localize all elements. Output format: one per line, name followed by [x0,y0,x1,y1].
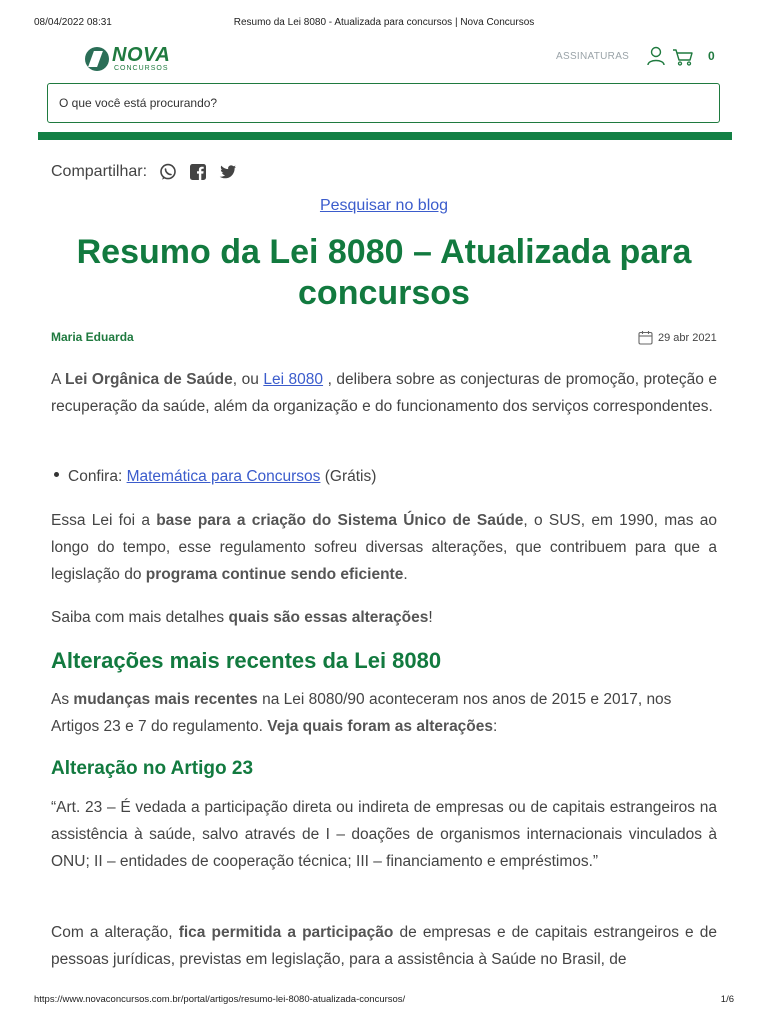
author-link[interactable]: Maria Eduarda [51,330,134,344]
logo-sub: CONCURSOS [114,65,169,72]
paragraph-mudancas: As mudanças mais recentes na Lei 8080/90 aconteceram nos anos de 2015 e 2017, nos Artigos 23 e 7 do regulamento. Veja quais foram as alterações: [51,691,672,735]
share-bar [51,163,237,181]
subsection-heading: Alteração no Artigo 23 [51,758,254,779]
bold-text: quais são essas alterações [228,609,429,626]
whatsapp-icon[interactable] [159,163,177,181]
assinaturas-link[interactable]: ASSINATURAS [556,51,630,62]
article-title: Resumo da Lei 8080 – Atualizada para concursos [76,233,692,312]
cart-count[interactable]: 0 [708,49,715,63]
facebook-icon[interactable] [189,163,207,181]
logo-name: NOVA [112,44,171,66]
nova-concursos-logo[interactable] [85,45,170,72]
user-icon[interactable] [646,46,666,66]
search-input[interactable] [47,83,720,123]
intro-paragraph: A Lei Orgânica de Saúde, ou Lei 8080 , delibera sobre as conjecturas de promoção, proteção e recuperação da saúde, além da organização e do funcionamento dos serviços correspondentes. [51,371,717,415]
list-item: Confira: Matemática para Concursos (Grátis) [54,463,376,490]
bold-text: mudanças mais recentes [73,691,258,708]
page-number: 1/6 [720,994,734,1005]
green-divider [38,132,732,140]
publish-date [638,330,717,345]
share-label: Compartilhar: [51,163,148,180]
print-footer [34,994,734,1005]
matematica-link[interactable]: Matemática para Concursos [126,468,321,485]
paragraph-alteracao: Com a alteração, fica permitida a participação de empresas e de capitais estrangeiros e de pessoas jurídicas, previstas em legislação, para a assistência à Saúde no Brasil, de [51,924,717,968]
print-title: Resumo da Lei 8080 - Atualizada para concursos | Nova Concursos [233,17,535,28]
section-heading: Alterações mais recentes da Lei 8080 [51,648,442,673]
blog-search-link[interactable]: Pesquisar no blog [319,197,449,214]
logo-mark-icon [85,47,109,71]
paragraph-saiba: Saiba com mais detalhes quais são essas alterações! [51,609,433,626]
calendar-icon [638,330,653,345]
print-datetime: 08/04/2022 08:31 [34,17,112,28]
lei-8080-link[interactable]: Lei 8080 [263,371,324,388]
twitter-icon[interactable] [219,163,237,181]
bold-text: programa continue sendo eficiente [145,566,404,583]
bold-text: fica permitida a participação [178,924,394,941]
bold-text: Lei Orgânica de Saúde [65,371,233,388]
print-url: https://www.novaconcursos.com.br/portal/artigos/resumo-lei-8080-atualizada-concursos/ [34,994,406,1005]
quote-paragraph: “Art. 23 – É vedada a participação direta ou indireta de empresas ou de capitais estrangeiros na assistência à saúde, salvo através de I – doações de organismos internacionais vinculados à ONU; II – entidades de cooperação técnica; III – financiamento e empréstimos.” [51,799,717,870]
bold-text: Veja quais foram as alterações [267,718,494,735]
paragraph-sus: Essa Lei foi a base para a criação do Sistema Único de Saúde, o SUS, em 1990, mas ao longo do tempo, esse regulamento sofreu diversas alterações, que contribuem para que a legislação do programa continue sendo eficiente. [51,512,717,583]
publish-date-text: 29 abr 2021 [658,331,717,344]
bullet-dot [54,472,59,477]
cart-icon[interactable] [672,48,694,66]
bold-text: base para a criação do Sistema Único de Saúde [156,512,524,529]
